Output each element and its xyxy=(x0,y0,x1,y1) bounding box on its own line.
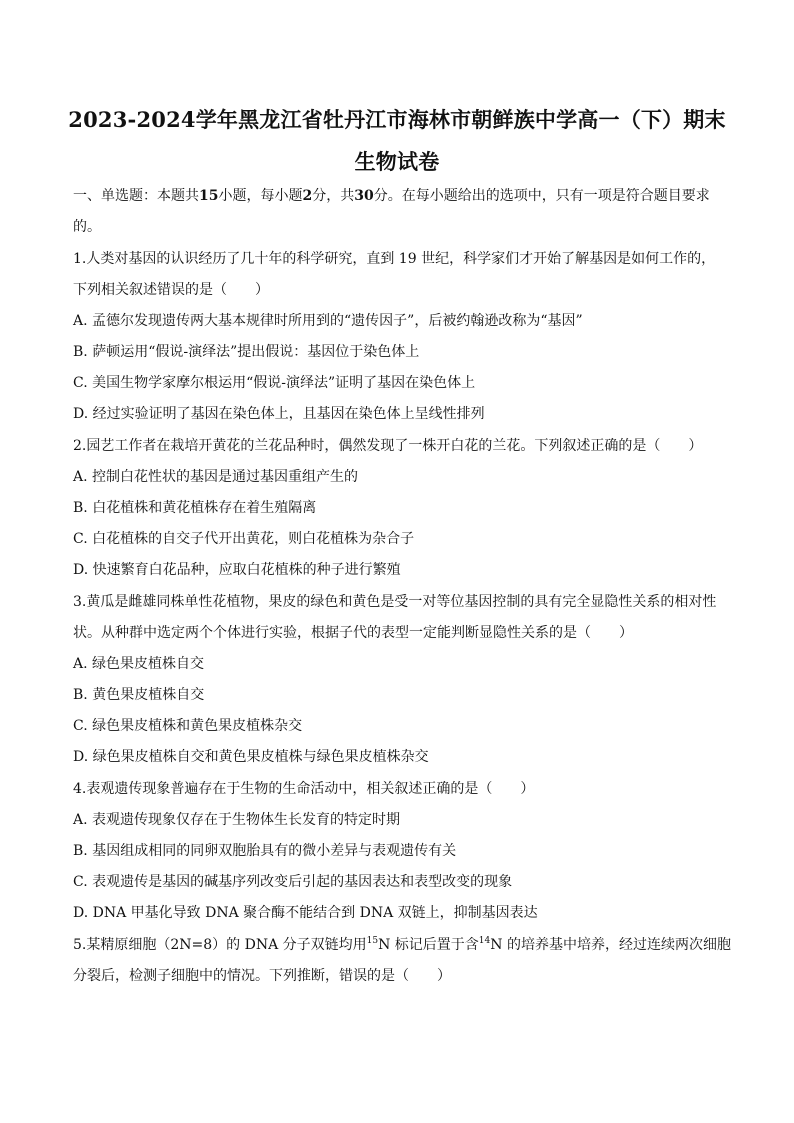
question-2-option-b: B. 白花植株和黄花植株存在着生殖隔离 xyxy=(73,500,317,516)
section-heading-text: 分，共 xyxy=(312,188,355,204)
section-heading-text: 一、单选题：本题共 xyxy=(73,188,199,204)
question-1-stem: 1.人类对基因的认识经历了几十年的科学研究，直到 19 世纪，科学家们才开始了解基因是如何工作的， xyxy=(73,251,716,267)
exam-title-line1: 2023-2024学年黑龙江省牡丹江市海林市朝鲜族中学高一（下）期末 xyxy=(68,107,726,132)
question-4-option-c: C. 表观遗传是基因的碱基序列改变后引起的基因表达和表型改变的现象 xyxy=(73,874,513,890)
isotope-superscript-15: 15 xyxy=(366,936,379,946)
question-3-option-c: C. 绿色果皮植株和黄色果皮植株杂交 xyxy=(73,718,303,734)
question-2-option-a: A. 控制白花性状的基因是通过基因重组产生的 xyxy=(73,469,359,485)
question-count: 15 xyxy=(199,188,219,204)
question-4-stem: 4.表观遗传现象普遍存在于生物的生命活动中，相关叙述正确的是（ ） xyxy=(73,781,535,797)
section-heading-text: 分。在每小题给出的选项中，只有一项是符合题目要求 xyxy=(373,188,710,204)
question-5-stem xyxy=(73,936,731,954)
question-3-stem-cont: 状。从种群中选定两个个体进行实验，根据子代的表型一定能判断显隐性关系的是（ ） xyxy=(73,625,633,641)
question-3-option-b: B. 黄色果皮植株自交 xyxy=(73,687,205,703)
question-4-option-d: D. DNA 甲基化导致 DNA 聚合酶不能结合到 DNA 双链上，抑制基因表达 xyxy=(73,905,538,921)
question-5-stem-text: N 标记后置于含 xyxy=(378,937,479,953)
question-5-stem-text: N 的培养基中培养，经过连续两次细胞 xyxy=(490,937,731,953)
question-1-option-b: B. 萨顿运用“假说-演绎法”提出假说：基因位于染色体上 xyxy=(73,344,420,360)
question-4-option-b: B. 基因组成相同的同卵双胞胎具有的微小差异与表观遗传有关 xyxy=(73,843,457,859)
question-1-option-d: D. 经过实验证明了基因在染色体上，且基因在染色体上呈线性排列 xyxy=(73,406,485,422)
section-heading-cont: 的。 xyxy=(73,219,101,235)
question-2-stem: 2.园艺工作者在栽培开黄花的兰花品种时，偶然发现了一株开白花的兰花。下列叙述正确的是（ ） xyxy=(73,438,703,454)
exam-title-line2: 生物试卷 xyxy=(354,149,440,174)
question-4-option-a: A. 表观遗传现象仅存在于生物体生长发育的特定时期 xyxy=(73,812,401,828)
question-5-stem-cont: 分裂后，检测子细胞中的情况。下列推断，错误的是（ ） xyxy=(73,968,451,984)
question-1-option-c: C. 美国生物学家摩尔根运用“假说-演绎法”证明了基因在染色体上 xyxy=(73,375,476,391)
isotope-superscript-14: 14 xyxy=(478,936,491,946)
question-3-stem: 3.黄瓜是雌雄同株单性花植物，果皮的绿色和黄色是受一对等位基因控制的具有完全显隐性关系的相对性 xyxy=(73,594,717,610)
question-1-stem-cont: 下列相关叙述错误的是（ ） xyxy=(73,282,269,298)
section-heading xyxy=(73,187,723,205)
section-heading-text: 小题，每小题 xyxy=(218,188,303,204)
total-points: 30 xyxy=(354,188,374,204)
question-3-option-a: A. 绿色果皮植株自交 xyxy=(73,656,205,672)
points-each: 2 xyxy=(302,188,313,204)
question-1-option-a: A. 孟德尔发现遗传两大基本规律时所用到的“遗传因子”，后被约翰逊改称为“基因” xyxy=(73,313,583,329)
question-5-stem-text: 5.某精原细胞（2N=8）的 DNA 分子双链均用 xyxy=(73,937,367,953)
question-2-option-c: C. 白花植株的自交子代开出黄花，则白花植株为杂合子 xyxy=(73,531,415,547)
question-3-option-d: D. 绿色果皮植株自交和黄色果皮植株与绿色果皮植株杂交 xyxy=(73,749,429,765)
question-2-option-d: D. 快速繁育白花品种，应取白花植株的种子进行繁殖 xyxy=(73,562,401,578)
